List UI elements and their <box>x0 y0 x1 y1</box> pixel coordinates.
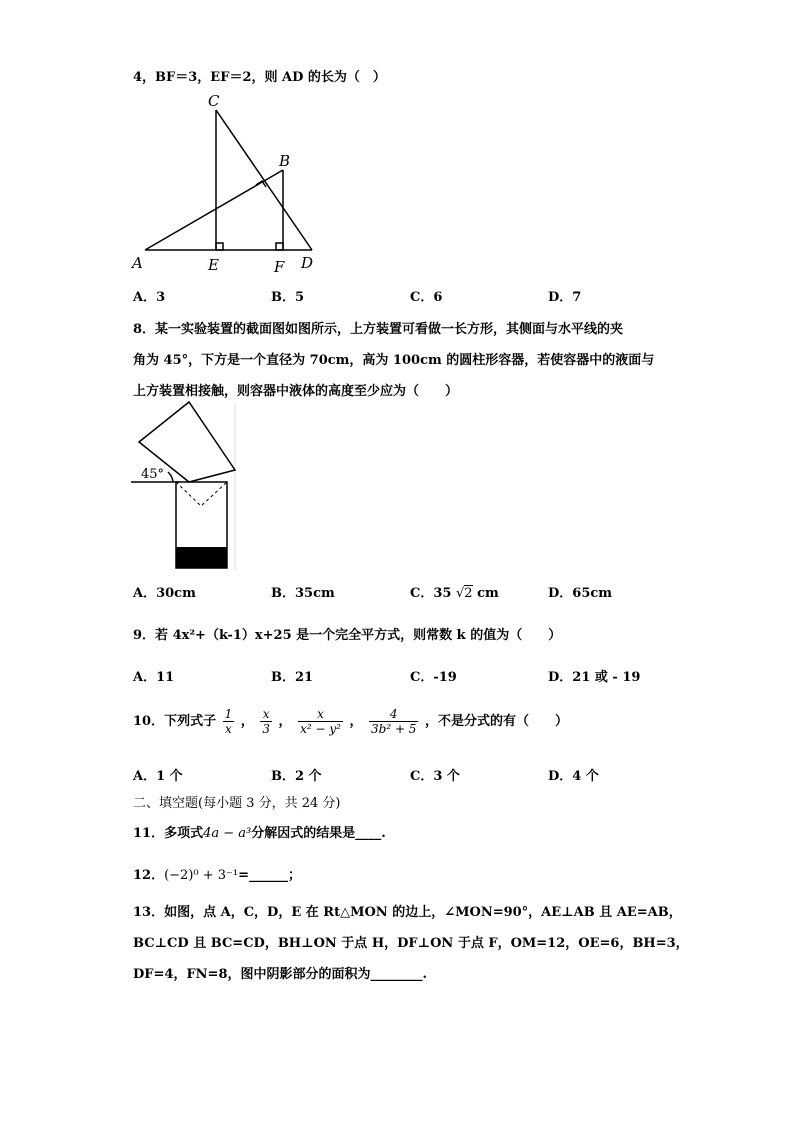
q9-option-a: A．11 <box>133 670 175 685</box>
q8-line-3: 上方装置相接触，则容器中液体的高度至少应为（ ） <box>133 384 459 399</box>
q9-option-d: D．21 或 - 19 <box>548 670 641 685</box>
q8-option-d: D．65cm <box>548 586 613 601</box>
fraction-1-over-x: $\frac{1}{x}$ <box>224 707 233 736</box>
q10-option-c: C．3 个 <box>410 769 460 784</box>
q12-stem <box>133 864 301 883</box>
q10-option-d: D．4 个 <box>548 769 599 784</box>
q7-option-b: B．5 <box>271 290 305 305</box>
q7-option-c: C．6 <box>410 290 443 305</box>
q13-line-2: BC⊥CD 且 BC=CD，BH⊥ON 于点 H，DF⊥ON 于点 F，OM=12，OE=6，BH=3， <box>133 936 689 951</box>
label-C: C <box>208 92 220 110</box>
q7-option-a: A．3 <box>133 290 166 305</box>
q7-option-d: D．7 <box>548 290 582 305</box>
q12-suffix: =______； <box>238 868 302 883</box>
q8-option-c <box>410 582 499 601</box>
q10-option-b: B．2 个 <box>271 769 322 784</box>
separator: ， <box>240 714 254 729</box>
q7-stem: 4，BF＝3，EF＝2，则 AD 的长为（ ） <box>133 70 386 85</box>
sqrt-radicand: 2 <box>464 586 473 601</box>
fraction-x-over-3: $\frac{x}{3}$ <box>262 707 270 736</box>
label-B: B <box>279 152 291 170</box>
q13-line-1: 13．如图，点 A，C，D，E 在 Rt△MON 的边上，∠MON=90°，AE⊥AB 且 AE=AB， <box>133 905 682 920</box>
angle-45-label: 45° <box>141 467 165 482</box>
q9-option-b: B．21 <box>271 670 314 685</box>
q8-line-1: 8．某一实验装置的截面图如图所示，上方装置可看做一长方形，其侧面与水平线的夹 <box>133 322 624 337</box>
q8-option-a: A．30cm <box>133 586 196 601</box>
separator: ， <box>349 714 363 729</box>
q11-expression: 4a − a³ <box>203 826 252 841</box>
label-D: D <box>301 254 314 272</box>
q8-line-2: 角为 45°，下方是一个直径为 70cm，高为 100cm 的圆柱形容器，若使容器中的液面与 <box>133 353 655 368</box>
q9-stem: 9．若 4x²+（k-1）x+25 是一个完全平方式，则常数 k 的值为（ ） <box>133 628 562 643</box>
q10-option-a: A．1 个 <box>133 769 183 784</box>
q12-prefix: 12． <box>133 868 165 883</box>
separator: ， <box>278 714 292 729</box>
label-A: A <box>132 254 143 272</box>
section-2-heading: 二、填空题(每小题 3 分，共 24 分) <box>133 796 341 811</box>
label-E: E <box>208 256 219 274</box>
fraction-4-over-3b2-5: $\frac{4}{\text{3b² + 5}}$ <box>371 707 417 736</box>
q9-option-c: C．-19 <box>410 670 457 685</box>
sqrt-symbol: √2 <box>455 586 473 601</box>
label-F: F <box>274 258 285 276</box>
q8-option-b: B．35cm <box>271 586 335 601</box>
q8-apparatus-figure <box>131 402 241 570</box>
q8-option-c-unit: cm <box>477 586 499 601</box>
q10-stem <box>133 707 568 736</box>
q10-suffix: ，不是分式的有（ ） <box>424 714 568 729</box>
q10-prefix: 10．下列式子 <box>133 714 217 729</box>
q13-line-3: DF=4，FN=8，图中阴影部分的面积为________. <box>133 967 428 982</box>
q11-prefix: 11．多项式 <box>133 826 204 841</box>
fraction-x-over-x2-y2: $\frac{x}{\text{x² − y²}}$ <box>300 707 341 736</box>
q11-stem <box>133 822 386 841</box>
q12-expression: (−2)⁰ + 3⁻¹ <box>164 868 239 883</box>
q11-suffix: 分解因式的结果是____. <box>251 826 386 841</box>
q8-option-c-text: C．35 <box>410 586 452 601</box>
q7-triangle-figure <box>128 92 328 277</box>
